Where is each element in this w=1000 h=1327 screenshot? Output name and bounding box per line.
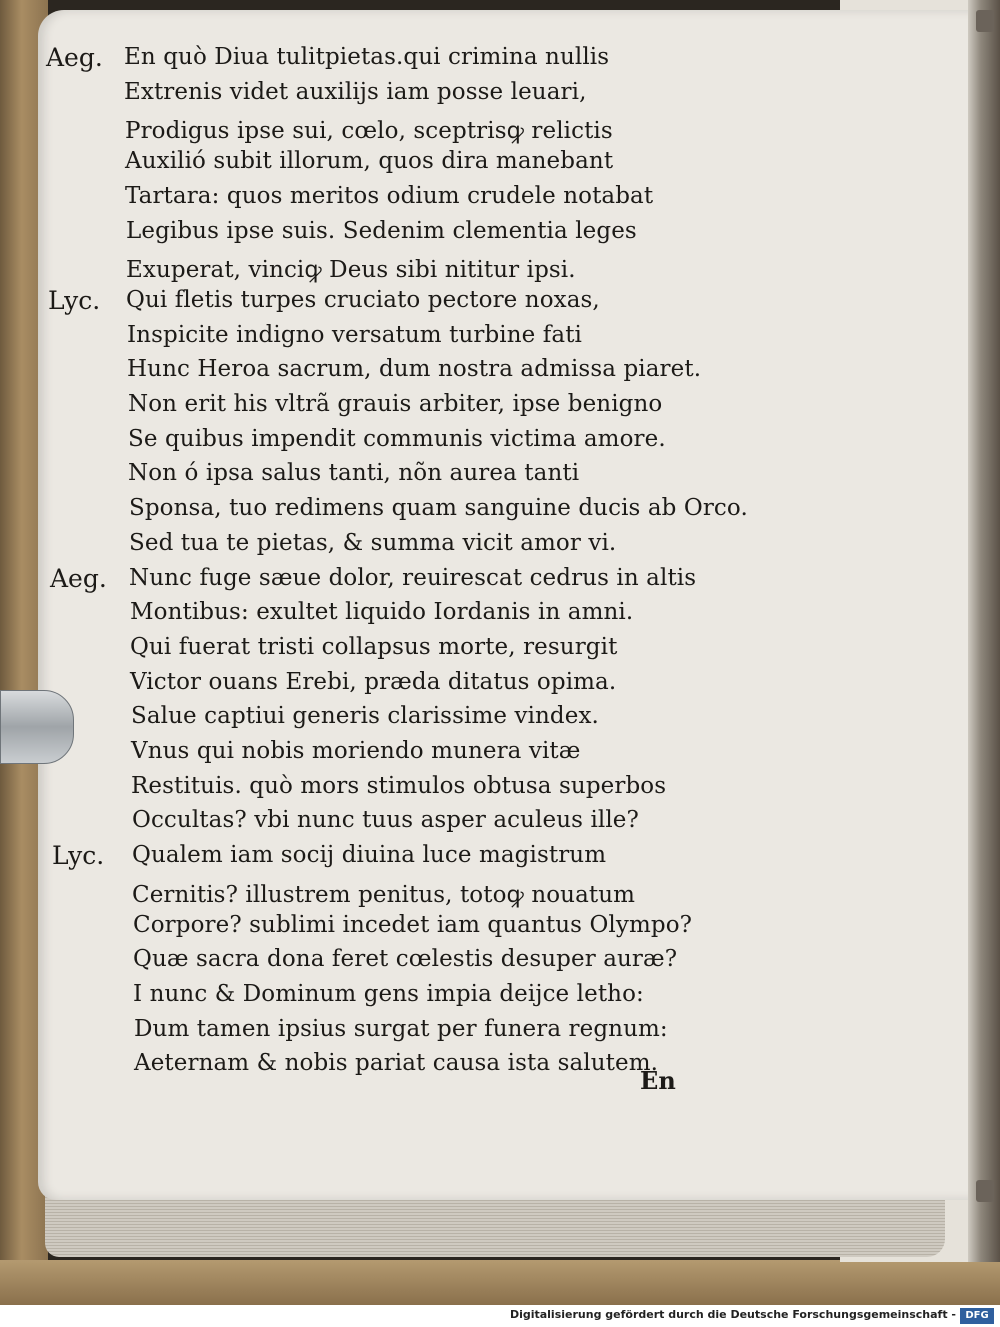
verse-line: Quæ sacra dona feret cœlestis desuper auræ? [133,946,678,972]
verse-line: Legibus ipse suis. Sedenim clementia leges [126,218,637,244]
speaker-label: Lyc. [48,286,101,315]
verse-line: Qualem iam socij diuina luce magistrum [132,842,607,868]
verse-line: Se quibus impendit communis victima amore. [128,426,666,452]
verse-line: Inspicite indigno versatum turbine fati [127,322,583,348]
verse-line: Prodigus ipse sui, cœlo, sceptrisꝙ relictis [125,118,613,144]
speaker-label: Lyc. [52,841,105,870]
verse-line: Qui fletis turpes cruciato pectore noxas, [126,287,600,313]
verse-line: I nunc & Dominum gens impia deijce letho: [133,981,644,1007]
verse-line: Vnus qui nobis moriendo munera vitæ [131,738,581,764]
speaker-label: Aeg. [46,43,103,72]
book-cover-bottom [0,1260,1000,1305]
verse-line: Sed tua te pietas, & summa vicit amor vi. [129,530,617,556]
verse-line: Dum tamen ipsius surgat per funera regnum: [134,1016,668,1042]
verse-line: Non erit his vltrã grauis arbiter, ipse benigno [128,391,663,417]
verse-line: Aeternam & nobis pariat causa ista salutem. [134,1050,659,1076]
verse-line: Cernitis? illustrem penitus, totoꝙ nouatum [132,882,636,908]
verse-line: Non ó ipsa salus tanti, nõn aurea tanti [128,460,580,486]
verse-line: Salue captiui generis clarissime vindex. [131,703,599,729]
verse-line: Restituis. quò mors stimulos obtusa superbos [131,773,667,799]
verse-line: Nunc fuge sæue dolor, reuirescat cedrus in altis [129,565,697,591]
verse-line: Sponsa, tuo redimens quam sanguine ducis ab Orco. [129,495,748,521]
verse-line: Hunc Heroa sacrum, dum nostra admissa piaret. [127,356,702,382]
verse-line: En quò Diua tulitpietas.qui crimina nullis [124,44,610,70]
page-stack-edge [45,1195,945,1257]
verse-line: Extrenis videt auxilijs iam posse leuari, [124,79,587,105]
verse-line: Victor ouans Erebi, præda ditatus opima. [130,669,617,695]
verse-line: Montibus: exultet liquido Iordanis in amni. [130,599,634,625]
dfg-logo: DFG [960,1308,994,1324]
verse-line: Corpore? sublimi incedet iam quantus Olympo? [133,912,693,938]
verse-line: Qui fuerat tristi collapsus morte, resurgit [130,634,618,660]
verse-line: Occultas? vbi nunc tuus asper aculeus ille? [132,807,639,833]
speaker-label: Aeg. [50,564,107,593]
verse-line: Auxilió subit illorum, quos dira manebant [125,148,614,174]
catchword: En [640,1066,676,1095]
verse-line: Exuperat, vinciꝙ Deus sibi nititur ipsi. [126,257,576,283]
footer-bar [0,1305,1000,1327]
verse-line: Tartara: quos meritos odium crudele notabat [125,183,654,209]
footer-text: Digitalisierung gefördert durch die Deutsche Forschungsgemeinschaft - [509,1308,956,1321]
